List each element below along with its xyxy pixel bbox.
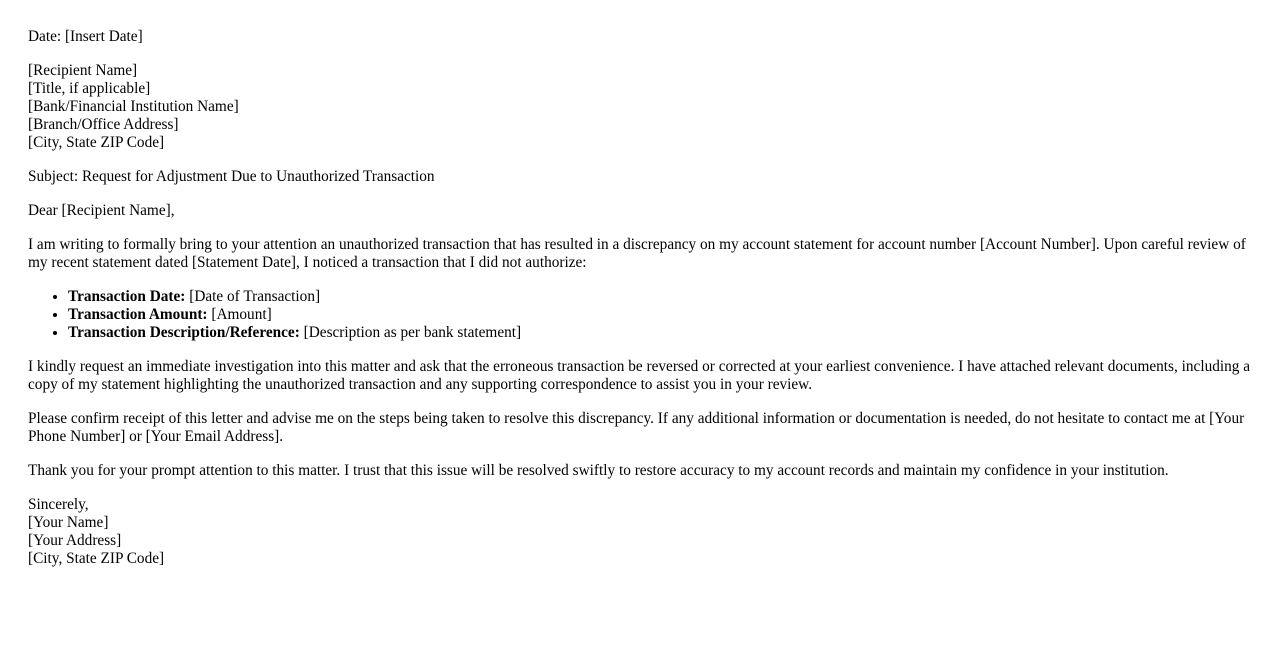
- detail-label: Transaction Amount:: [68, 306, 208, 323]
- recipient-institution: [Bank/Financial Institution Name]: [28, 98, 239, 115]
- recipient-city-state-zip: [City, State ZIP Code]: [28, 134, 165, 151]
- sender-name: [Your Name]: [28, 514, 109, 531]
- detail-label: Transaction Description/Reference:: [68, 324, 300, 341]
- confirm-paragraph: Please confirm receipt of this letter and advise me on the steps being taken to resolve this discrepancy. If any additional information or documentation is needed, do not hesitate to contact me at [Your Phone Number] or [Your Email Address].: [28, 410, 1245, 445]
- request-paragraph: I kindly request an immediate investigation into this matter and ask that the erroneous transaction be reversed or corrected at your earliest convenience. I have attached relevant documents, including a copy of my statement highlighting the unauthorized transaction and any supporting correspondence to assist you in your review.: [28, 358, 1251, 393]
- sender-city-state-zip: [City, State ZIP Code]: [28, 550, 165, 567]
- detail-label: Transaction Date:: [68, 288, 186, 305]
- thanks-paragraph: Thank you for your prompt attention to this matter. I trust that this issue will be resolved swiftly to restore accuracy to my account records and maintain my confidence in your institution.: [28, 462, 1169, 479]
- recipient-address: [Branch/Office Address]: [28, 116, 179, 133]
- subject-line: Subject: Request for Adjustment Due to Unauthorized Transaction: [28, 168, 435, 185]
- intro-paragraph: I am writing to formally bring to your attention an unauthorized transaction that has resulted in a discrepancy on my account statement for account number [Account Number]. Upon careful review of my recent statement dated [Statement Date], I noticed a transaction that I did not authorize:: [28, 236, 1246, 271]
- list-item: [68, 324, 1258, 342]
- letter-body: [28, 28, 1258, 584]
- salutation: Dear [Recipient Name],: [28, 202, 175, 219]
- sender-address: [Your Address]: [28, 532, 122, 549]
- list-item: [68, 288, 1258, 306]
- recipient-title: [Title, if applicable]: [28, 80, 151, 97]
- recipient-block: [28, 62, 1258, 152]
- closing-block: [28, 496, 1258, 568]
- detail-value: [Amount]: [207, 306, 272, 323]
- list-item: [68, 306, 1258, 324]
- sign-off: Sincerely,: [28, 496, 89, 513]
- detail-value: [Date of Transaction]: [185, 288, 321, 305]
- date-line: Date: [Insert Date]: [28, 28, 143, 45]
- transaction-details-list: [28, 288, 1258, 342]
- detail-value: [Description as per bank statement]: [299, 324, 522, 341]
- recipient-name: [Recipient Name]: [28, 62, 138, 79]
